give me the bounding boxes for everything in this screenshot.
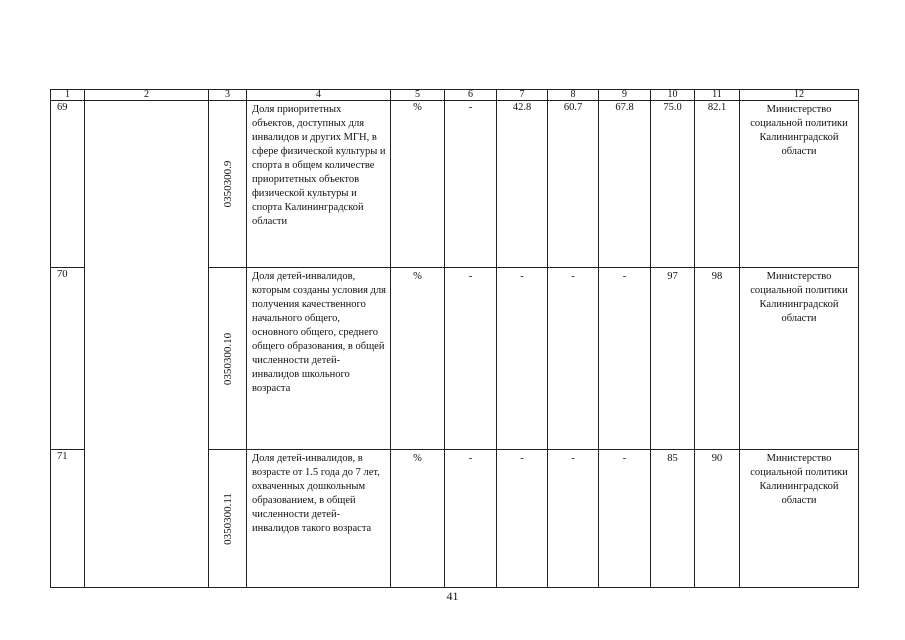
indicator-description: Доля детей-инвалидов, которым созданы условия для получения качественного начального общего, основного общего, среднего общего образования, в общей численности детей-инвалидов школьного возраста	[247, 268, 391, 450]
column-number: 6	[445, 90, 497, 101]
unit-cell: %	[391, 450, 445, 588]
value-cell: -	[497, 450, 548, 588]
page-number: 41	[446, 589, 459, 603]
value-cell: 67.8	[599, 101, 651, 268]
value-cell: 90	[695, 450, 740, 588]
responsible-org: Министерство социальной политики Калининградской области	[740, 450, 859, 588]
unit-cell: %	[391, 101, 445, 268]
row-number: 71	[51, 450, 85, 588]
indicator-code: 0350300.11	[209, 450, 247, 588]
table-header-row	[51, 90, 859, 101]
column-number: 4	[247, 90, 391, 101]
row-number: 69	[51, 101, 85, 268]
value-cell: -	[445, 450, 497, 588]
column-number: 8	[548, 90, 599, 101]
responsible-org: Министерство социальной политики Калининградской области	[740, 101, 859, 268]
column-number: 12	[740, 90, 859, 101]
indicator-description: Доля приоритетных объектов, доступных для инвалидов и других МГН, в сфере физической культуры и спорта в общем количестве приоритетных объектов физической культуры и спорта Калининградской области	[247, 101, 391, 268]
value-cell: 60.7	[548, 101, 599, 268]
column-number: 10	[651, 90, 695, 101]
table-row	[51, 101, 859, 268]
indicator-description: Доля детей-инвалидов, в возрасте от 1.5 года до 7 лет, охваченных дошкольным образованием, в общей численности детей-инвалидов такого возраста	[247, 450, 391, 588]
value-cell: 98	[695, 268, 740, 450]
column-number: 9	[599, 90, 651, 101]
column-number: 1	[51, 90, 85, 101]
responsible-org: Министерство социальной политики Калининградской области	[740, 268, 859, 450]
value-cell: 82.1	[695, 101, 740, 268]
column-number: 3	[209, 90, 247, 101]
indicator-code: 0350300.9	[209, 101, 247, 268]
value-cell: -	[445, 268, 497, 450]
column-number: 5	[391, 90, 445, 101]
value-cell: 97	[651, 268, 695, 450]
indicator-code: 0350300.10	[209, 268, 247, 450]
value-cell: 85	[651, 450, 695, 588]
value-cell: -	[599, 450, 651, 588]
value-cell: 42.8	[497, 101, 548, 268]
merged-empty-cell	[85, 101, 209, 588]
column-number: 2	[85, 90, 209, 101]
column-number: 11	[695, 90, 740, 101]
value-cell: -	[599, 268, 651, 450]
value-cell: -	[445, 101, 497, 268]
value-cell: -	[497, 268, 548, 450]
value-cell: -	[548, 268, 599, 450]
indicators-table	[50, 89, 859, 588]
unit-cell: %	[391, 268, 445, 450]
value-cell: 75.0	[651, 101, 695, 268]
value-cell: -	[548, 450, 599, 588]
column-number: 7	[497, 90, 548, 101]
row-number: 70	[51, 268, 85, 450]
